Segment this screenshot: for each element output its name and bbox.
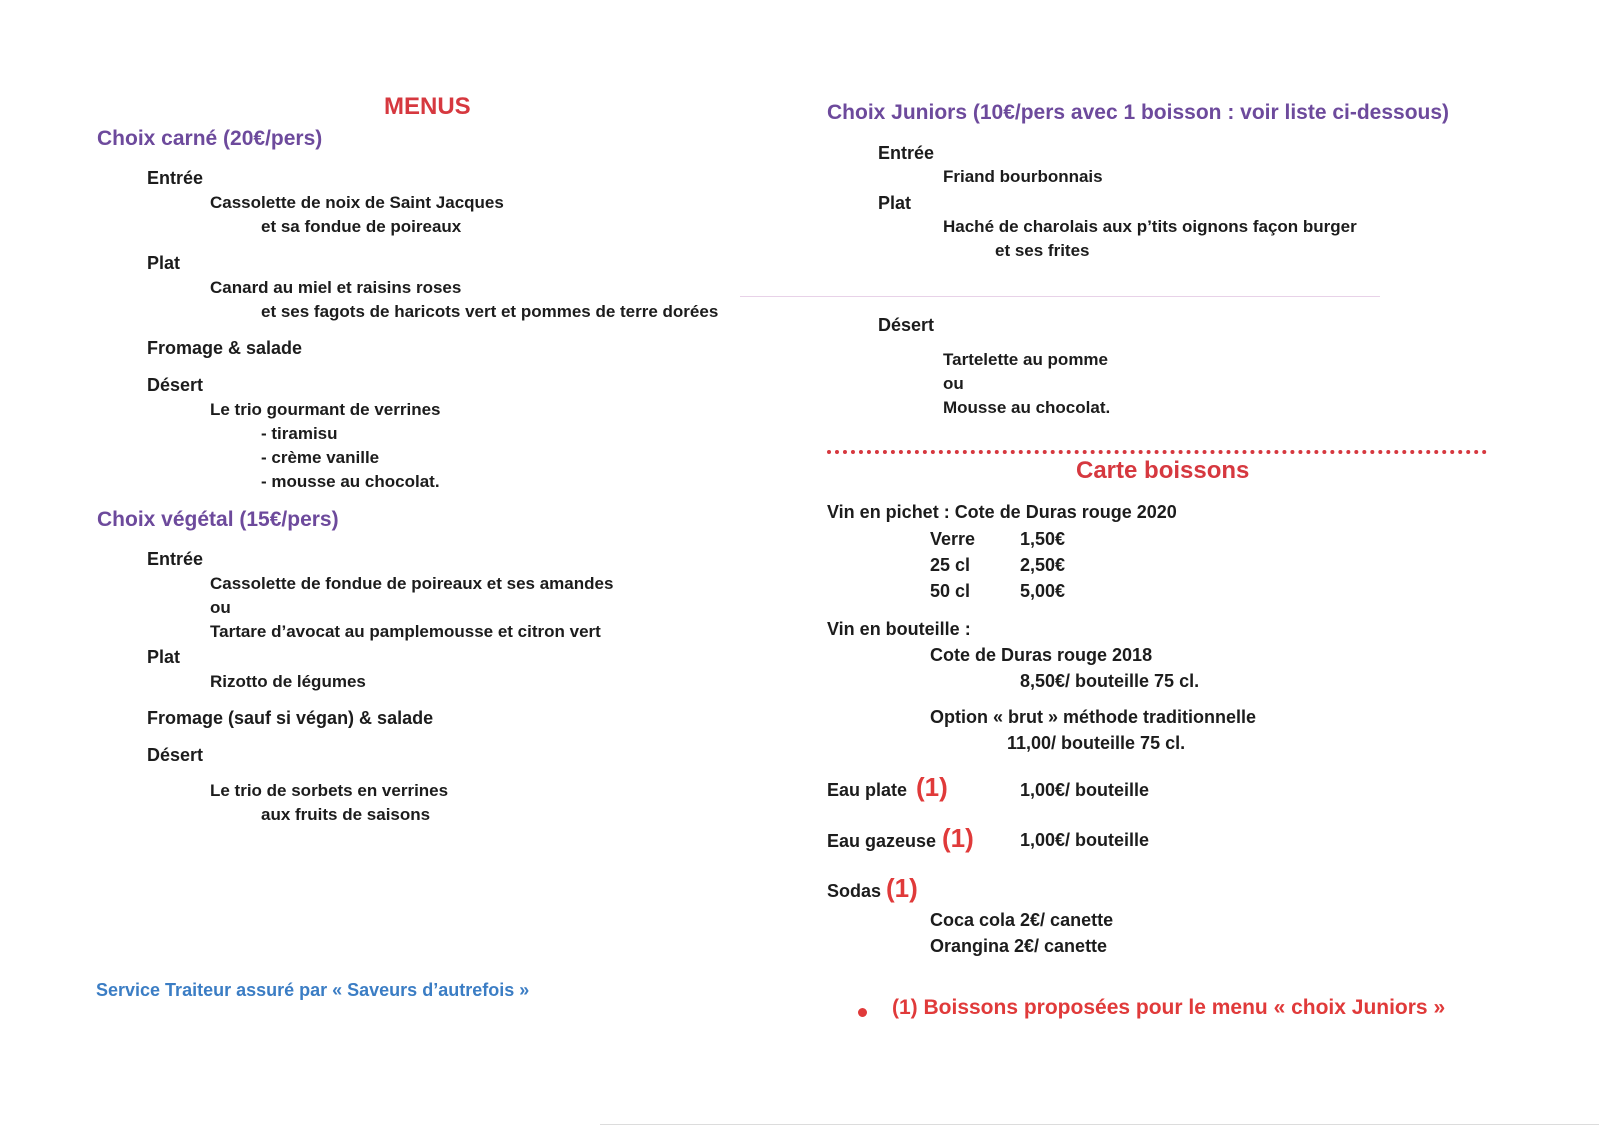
option-brut-label: Option « brut » méthode traditionnelle	[930, 707, 1257, 727]
eau-plate-ref: (1)	[916, 772, 948, 802]
eau-plate-price: 1,00€/ bouteille	[1020, 780, 1150, 800]
service-traiteur-footer: Service Traiteur assuré par « Saveurs d’autrefois »	[96, 980, 530, 1000]
option-brut-price: 11,00/ bouteille 75 cl.	[1007, 733, 1186, 753]
choix-carne-heading: Choix carné (20€/pers)	[97, 127, 323, 150]
carne-desert-label: Désert	[147, 375, 204, 395]
carne-plat-label: Plat	[147, 253, 181, 273]
pichet-price: 2,50€	[1020, 555, 1066, 575]
juniors-entree-label: Entrée	[878, 143, 935, 163]
juniors-plat-line2: et ses frites	[995, 241, 1090, 260]
pichet-price: 1,50€	[1020, 529, 1066, 549]
eau-gazeuse-ref: (1)	[942, 823, 974, 853]
sodas-label: Sodas	[827, 881, 882, 901]
page-bottom-edge	[600, 1124, 1599, 1125]
carte-boissons-title: Carte boissons	[1076, 457, 1250, 484]
vegetal-desert-line2: aux fruits de saisons	[261, 805, 431, 824]
carne-desert-item: - crème vanille	[261, 448, 380, 467]
menus-title: MENUS	[384, 93, 471, 120]
juniors-plat-label: Plat	[878, 193, 912, 213]
carne-entree-line1: Cassolette de noix de Saint Jacques	[210, 193, 504, 212]
soda-coca: Coca cola 2€/ canette	[930, 910, 1114, 930]
pichet-size: 50 cl	[930, 581, 971, 601]
sodas-ref: (1)	[886, 873, 918, 903]
carne-entree-label: Entrée	[147, 168, 204, 188]
bullet-icon	[858, 1008, 867, 1017]
vegetal-entree-line1: Cassolette de fondue de poireaux et ses amandes	[210, 574, 614, 593]
eau-gazeuse-price: 1,00€/ bouteille	[1020, 830, 1150, 850]
soda-orangina: Orangina 2€/ canette	[930, 936, 1108, 956]
juniors-desert-or: ou	[943, 374, 964, 393]
carne-fromage-label: Fromage & salade	[147, 338, 303, 358]
carne-desert-item: - mousse au chocolat.	[261, 472, 440, 491]
faint-separator	[740, 296, 1380, 297]
carne-entree-line2: et sa fondue de poireaux	[261, 217, 462, 236]
vin-bouteille-label: Vin en bouteille :	[827, 619, 971, 639]
juniors-entree-line1: Friand bourbonnais	[943, 167, 1103, 186]
carne-plat-line2: et ses fagots de haricots vert et pommes de terre dorées	[261, 302, 719, 321]
vegetal-entree-line2: Tartare d’avocat au pamplemousse et citron vert	[210, 622, 601, 641]
vegetal-plat-label: Plat	[147, 647, 181, 667]
eau-plate-label: Eau plate	[827, 780, 908, 800]
eau-gazeuse-label: Eau gazeuse	[827, 831, 937, 851]
choix-juniors-heading: Choix Juniors (10€/pers avec 1 boisson : voir liste ci-dessous)	[827, 101, 1450, 124]
vegetal-plat-line1: Rizotto de légumes	[210, 672, 366, 691]
carne-plat-line1: Canard au miel et raisins roses	[210, 278, 462, 297]
vin-pichet-label: Vin en pichet : Cote de Duras rouge 2020	[827, 502, 1177, 522]
pichet-size: 25 cl	[930, 555, 971, 575]
pichet-size: Verre	[930, 529, 976, 549]
juniors-drinks-note: (1) Boissons proposées pour le menu « choix Juniors »	[892, 996, 1446, 1019]
pichet-price: 5,00€	[1020, 581, 1066, 601]
carne-desert-line1: Le trio gourmant de verrines	[210, 400, 441, 419]
juniors-desert-line1: Tartelette au pomme	[943, 350, 1109, 369]
vegetal-desert-label: Désert	[147, 745, 204, 765]
juniors-desert-label: Désert	[878, 315, 935, 335]
choix-vegetal-heading: Choix végétal (15€/pers)	[97, 508, 339, 531]
carne-desert-item: - tiramisu	[261, 424, 338, 443]
vegetal-entree-or: ou	[210, 598, 231, 617]
vegetal-fromage-label: Fromage (sauf si végan) & salade	[147, 708, 434, 728]
bouteille-wine: Cote de Duras rouge 2018	[930, 645, 1153, 665]
juniors-plat-line1: Haché de charolais aux p’tits oignons façon burger	[943, 217, 1357, 236]
dotted-divider	[827, 450, 1487, 454]
vegetal-desert-line1: Le trio de sorbets en verrines	[210, 781, 449, 800]
juniors-desert-line2: Mousse au chocolat.	[943, 398, 1111, 417]
bouteille-price: 8,50€/ bouteille 75 cl.	[1020, 671, 1200, 691]
vegetal-entree-label: Entrée	[147, 549, 204, 569]
